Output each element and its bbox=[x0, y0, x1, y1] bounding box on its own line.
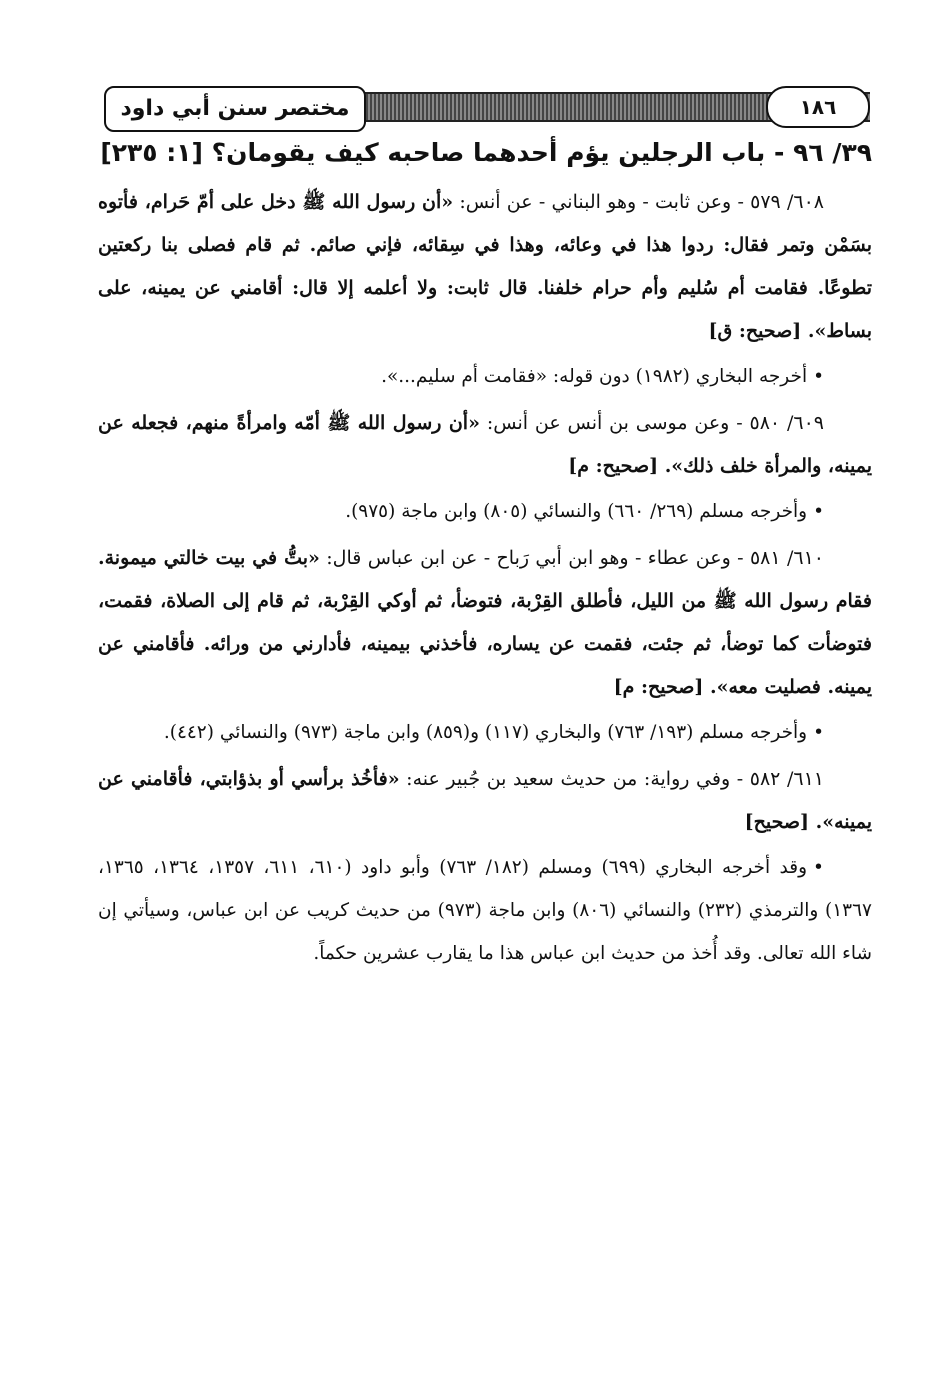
bullet-icon: • bbox=[813, 501, 824, 522]
hadith-chain: وعن موسى بن أنس عن أنس: bbox=[479, 412, 737, 434]
book-title: مختصر سنن أبي داود bbox=[104, 86, 366, 132]
hadith-text: «أن رسول الله ﷺ أمّه وامرأةً منهم، فجعله عن يمينه، والمرأة خلف ذلك». bbox=[98, 412, 872, 477]
takhrij-text: وقد أخرجه البخاري (٦٩٩) ومسلم (١٨٢/ ٧٦٣) وأبو داود (٦١٠، ٦١١، ١٣٥٧، ١٣٦٤، ١٣٦٥، ١٣٦٧) والترمذي (٢٣٢) والنسائي (٨٠٦) وابن ماجة (٩٧٣) من حديث كريب عن ابن عباس، وسيأتي إن شاء الله تعالى. وقد أُخذ من حديث ابن عباس هذا ما يقارب عشرين حكماً. bbox=[98, 857, 872, 964]
hadith-chain: وعن عطاء - وهو ابن أبي رَباح - عن ابن عباس قال: bbox=[319, 547, 738, 569]
hadith-number: ٦٠٩/ ٥٨٠ - bbox=[736, 412, 824, 434]
takhrij-text: وأخرجه مسلم (١٩٣/ ٧٦٣) والبخاري (١١٧) و(٨٥٩) وابن ماجة (٩٧٣) والنسائي (٤٤٢). bbox=[163, 722, 808, 743]
hadith-entry bbox=[98, 758, 872, 844]
hadith-number: ٦١٠/ ٥٨١ - bbox=[737, 547, 824, 569]
hadith-grade: [صحيح: ق] bbox=[708, 320, 808, 342]
takhrij-note bbox=[98, 355, 872, 398]
takhrij-note bbox=[98, 490, 872, 533]
chapter-title: ٣٩/ ٩٦ - باب الرجلين يؤم أحدهما صاحبه كيف يقومان؟ [١: ٢٣٥] bbox=[100, 138, 872, 167]
takhrij-text: وأخرجه مسلم (٢٦٩/ ٦٦٠) والنسائي (٨٠٥) وابن ماجة (٩٧٥). bbox=[345, 501, 808, 522]
hadith-number: ٦٠٨/ ٥٧٩ - bbox=[737, 191, 825, 213]
hadith-grade: [صحيح: م] bbox=[568, 455, 665, 477]
hadith-entry bbox=[98, 181, 872, 353]
bullet-icon: • bbox=[813, 722, 824, 743]
hadith-entry bbox=[98, 537, 872, 709]
page-header bbox=[100, 86, 870, 132]
hadith-text: «فأخُذ برأسي أو بذؤابتي، فأقامني عن يمينه». bbox=[98, 768, 872, 833]
hadith-grade: [صحيح: م] bbox=[613, 676, 710, 698]
hadith-grade: [صحيح] bbox=[744, 811, 816, 833]
takhrij-note bbox=[98, 711, 872, 754]
page-content bbox=[98, 138, 872, 979]
takhrij-note bbox=[98, 846, 872, 975]
page-number: ١٨٦ bbox=[766, 86, 870, 128]
bullet-icon: • bbox=[813, 857, 824, 878]
bullet-icon: • bbox=[813, 366, 824, 387]
hadith-entry bbox=[98, 402, 872, 488]
hadith-text: «بتُّ في بيت خالتي ميمونة. فقام رسول الله ﷺ من الليل، فأطلق القِرْبة، فتوضأ، ثم أوكي القِرْبة، ثم قام إلى الصلاة، فقمت، فتوضأت كما توضأ، ثم جئت، فقمت عن يساره، فأخذني بيمينه، فأدارني من ورائه. فأقامني عن يمينه. فصليت معه». bbox=[98, 547, 872, 698]
hadith-text: «أن رسول الله ﷺ دخل على أمّ حَرام، فأتوه بسَمْن وتمر فقال: ردوا هذا في وعائه، وهذا في سِقائه، فإني صائم. ثم قام فصلى بنا ركعتين تطوعًا. فقامت أم سُليم وأم حرام خلفنا. قال ثابت: ولا أعلمه إلا قال: أقامني عن يمينه، على بساط». bbox=[98, 191, 872, 342]
hadith-chain: وفي رواية: من حديث سعيد بن جُبير عنه: bbox=[399, 768, 737, 790]
hadith-chain: وعن ثابت - وهو البناني - عن أنس: bbox=[453, 191, 738, 213]
hadith-number: ٦١١/ ٥٨٢ - bbox=[736, 768, 824, 790]
takhrij-text: أخرجه البخاري (١٩٨٢) دون قوله: «فقامت أم سليم...». bbox=[381, 366, 808, 387]
